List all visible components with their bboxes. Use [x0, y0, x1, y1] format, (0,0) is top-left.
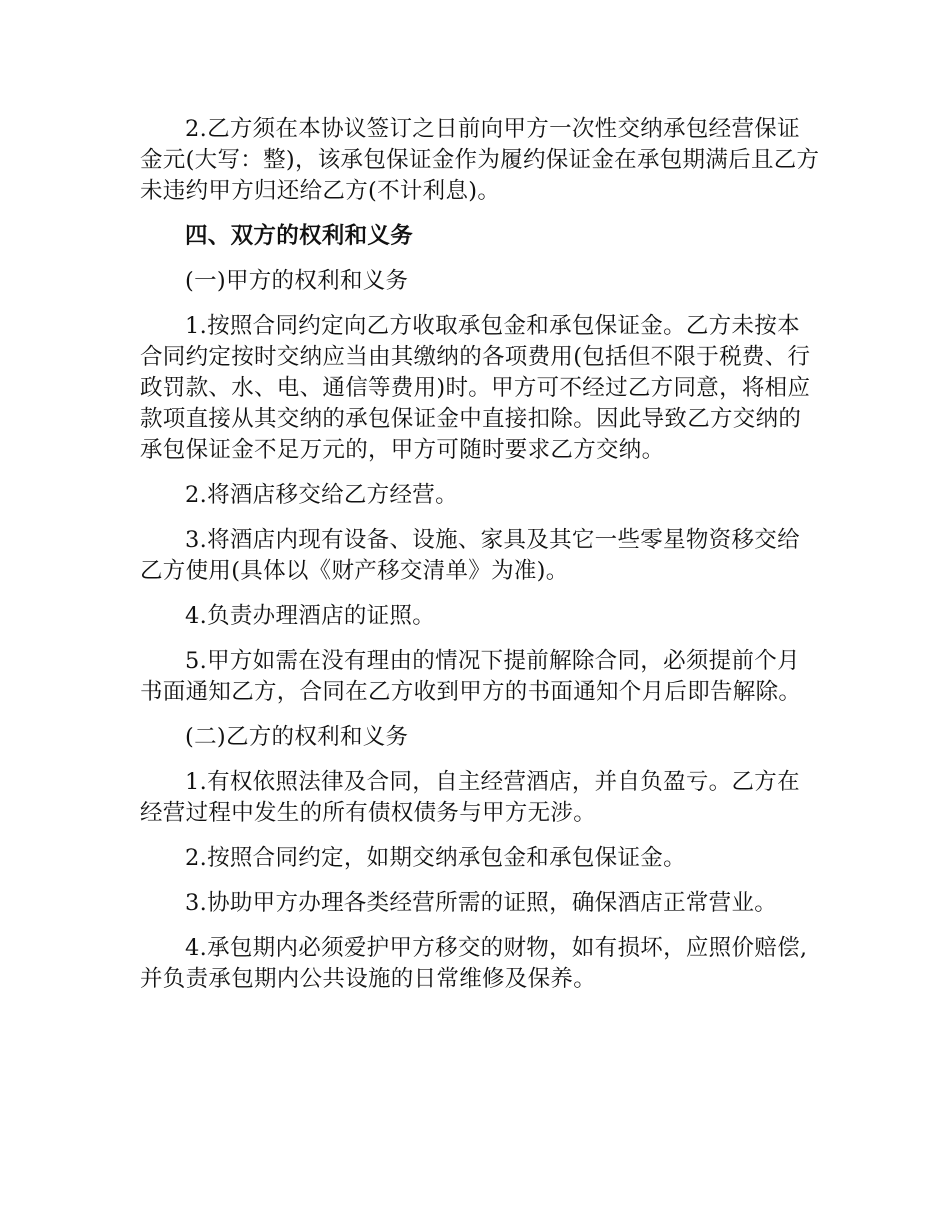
- subsection-heading-party-a: (一)甲方的权利和义务: [185, 268, 409, 294]
- party-a-clause-5: 5.甲方如需在没有理由的情况下提前解除合同，必须提前个月书面通知乙方，合同在乙方收到甲方的书面通知个月后即告解除。: [140, 648, 802, 705]
- party-b-clause-3: 3.协助甲方办理各类经营所需的证照，确保酒店正常营业。: [185, 890, 778, 916]
- section-heading-rights-obligations: 四、双方的权利和义务: [185, 223, 414, 249]
- paragraph-deposit-clause: 2.乙方须在本协议签订之日前向甲方一次性交纳承包经营保证金元(大写：整)，该承包保证金作为履约保证金在承包期满后且乙方未违约甲方归还给乙方(不计利息)。: [140, 116, 820, 204]
- party-a-clause-1: 1.按照合同约定向乙方收取承包金和承包保证金。乙方未按本合同约定按时交纳应当由其缴纳的各项费用(包括但不限于税费、行政罚款、水、电、通信等费用)时。甲方可不经过乙方同意，将相应款项直接从其交纳的承包保证金中直接扣除。因此导致乙方交纳的承包保证金不足万元的，甲方可随时要求乙方交纳。: [140, 313, 811, 463]
- party-b-clause-1: 1.有权依照法律及合同，自主经营酒店，并自负盈亏。乙方在经营过程中发生的所有债权债务与甲方无涉。: [140, 769, 800, 826]
- party-a-clause-3: 3.将酒店内现有设备、设施、家具及其它一些零星物资移交给乙方使用(具体以《财产移交清单》为准)。: [140, 527, 800, 584]
- party-a-clause-4: 4.负责办理酒店的证照。: [185, 603, 436, 629]
- party-a-clause-2: 2.将酒店移交给乙方经营。: [185, 482, 458, 508]
- party-b-clause-4: 4.承包期内必须爱护甲方移交的财物，如有损坏，应照价赔偿,并负责承包期内公共设施的日常维修及保养。: [140, 935, 808, 992]
- party-b-clause-2: 2.按照合同约定，如期交纳承包金和承包保证金。: [185, 845, 686, 871]
- subsection-heading-party-b: (二)乙方的权利和义务: [185, 724, 409, 750]
- document-body: [140, 114, 820, 1009]
